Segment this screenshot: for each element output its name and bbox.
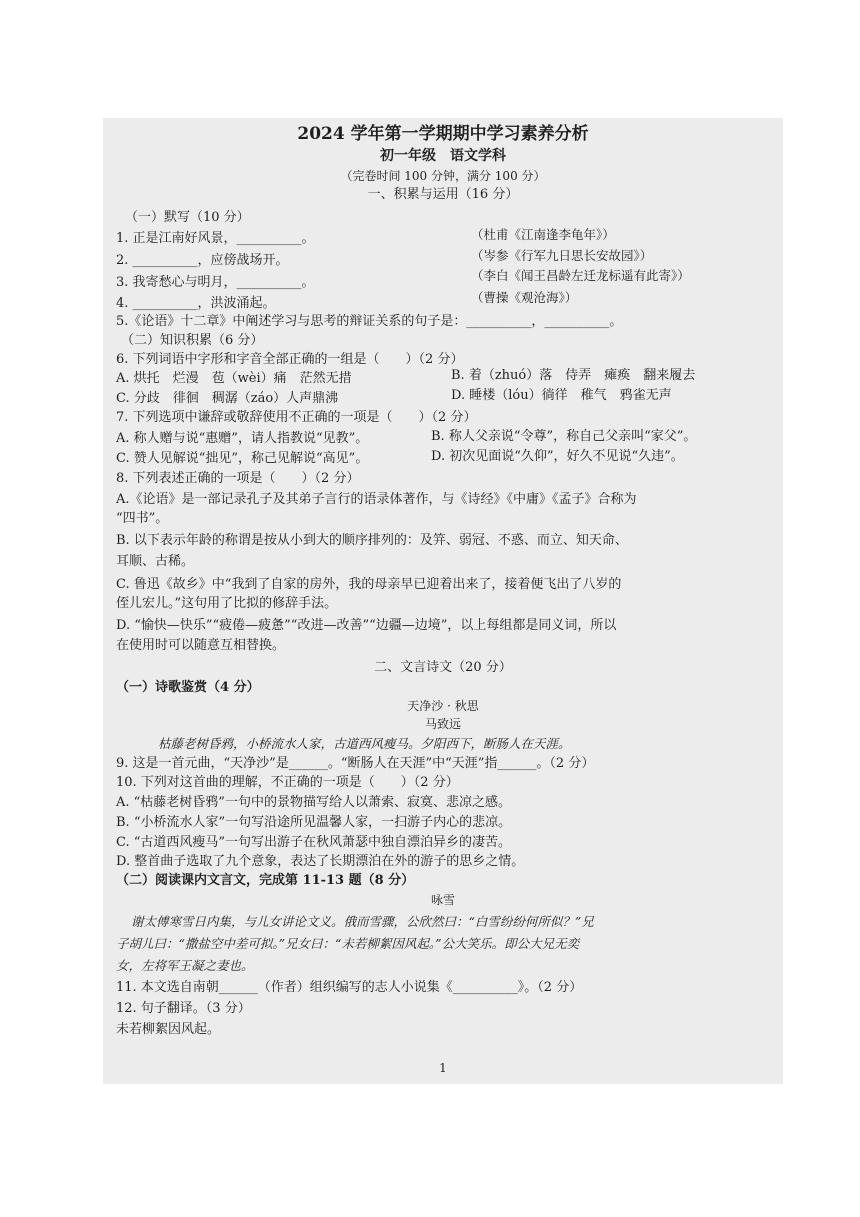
option-text: C. 分歧 徘徊 稠潺（záo）人声鼎沸 <box>116 391 339 406</box>
passage-text: 子胡儿曰：“撒盐空中差可拟。”兄女曰：“未若柳絮因风起。”公大笑乐。即公大兄无奕 <box>116 936 580 951</box>
page-number: 1 <box>439 1061 447 1075</box>
poem-title: 天净沙 · 秋思 <box>407 699 479 713</box>
source-note: （岑参《行军九日思长安故园》） <box>471 248 653 263</box>
part1-heading: 一、积累与运用（16 分） <box>367 187 519 202</box>
section-heading: （一）默写（10 分） <box>125 210 250 225</box>
section-heading: （二）阅读课内文言文，完成第 11-13 题（8 分） <box>116 873 415 888</box>
exam-title: 2024 学年第一学期期中学习素养分析 <box>297 124 589 144</box>
question-text: 11. 本文选自南朝______（作者）组织编写的志人小说集《__________》。（2 分） <box>116 980 583 995</box>
question-text: 7. 下列选项中谦辞或敬辞使用不正确的一项是（ ）（2 分） <box>116 410 477 425</box>
option-text: C. 赞人见解说“拙见”，称己见解说“高见”。 <box>116 451 369 466</box>
option-text: C. 鲁迅《故乡》中“我到了自家的房外，我的母亲早已迎着出来了，接着便飞出了八岁的 <box>116 577 622 592</box>
question-text: 6. 下列词语中字形和字音全部正确的一组是（ ）（2 分） <box>116 352 464 367</box>
option-text: B. 称人父亲说“令尊”，称自己父亲叫“家父”。 <box>431 429 697 444</box>
passage-text: 女，左将军王凝之妻也。 <box>116 958 254 973</box>
question-text: 1. 正是江南好风景，__________。 <box>116 231 315 246</box>
option-text: B. 以下表示年龄的称谓是按从小到大的顺序排列的：及笄、弱冠、不惑、而立、知天命、 <box>116 533 628 548</box>
exam-note: （完卷时间 100 分钟，满分 100 分） <box>340 169 546 183</box>
question-text: 3. 我寄愁心与明月，__________。 <box>116 275 315 290</box>
poem-author: 马致远 <box>424 717 461 731</box>
option-text: “四书”。 <box>116 511 169 526</box>
question-text: 12. 句子翻译。（3 分） <box>116 1001 251 1016</box>
option-text: D. 整首曲子选取了九个意象，表达了长期漂泊在外的游子的思乡之情。 <box>116 854 525 869</box>
exam-page <box>103 118 783 1084</box>
option-text: A. 烘托 烂漫 苞（wèi）痛 茫然无措 <box>116 371 352 386</box>
grade-subject: 初一年级 语文学科 <box>380 148 506 164</box>
passage-text: 谢太傅寒雪日内集，与儿女讲论文义。俄而雪骤，公欣然曰：“白雪纷纷何所似？”兄 <box>131 914 594 929</box>
poem-text: 枯藤老树昏鸦，小桥流水人家，古道西风瘦马。夕阳西下，断肠人在天涯。 <box>158 736 571 751</box>
section-heading: （二）知识积累（6 分） <box>121 333 264 348</box>
option-text: A.《论语》是一部记录孔子及其弟子言行的语录体著作，与《诗经》《中庸》《孟子》合称为 <box>116 492 637 507</box>
option-text: B. 着（zhuó）落 侍弄 瘫痪 翻来履去 <box>451 368 696 383</box>
option-text: 耳顺、古稀。 <box>116 554 195 569</box>
source-note: （李白《闻王昌龄左迁龙标遥有此寄》） <box>471 268 690 283</box>
question-text: 2. __________，应傍战场开。 <box>116 253 289 268</box>
question-text: 4. __________，洪波涌起。 <box>116 296 276 311</box>
option-text: D. 睡楼（lóu）徜徉 稚气 鸦雀无声 <box>451 388 672 403</box>
option-text: 在使用时可以随意互相替换。 <box>116 638 286 653</box>
part2-heading: 二、文言诗文（20 分） <box>374 660 512 675</box>
option-text: D. 初次见面说“久仰”，好久不见说“久违”。 <box>431 449 684 464</box>
option-text: D. “愉快—快乐”“疲倦—疲惫”“改进—改善”“边疆—边境”，以上每组都是同义词，所以 <box>116 618 617 633</box>
option-text: C. “古道西风瘦马”一句写出游子在秋风萧瑟中独自漂泊异乡的凄苦。 <box>116 835 512 850</box>
question-text: 未若柳絮因风起。 <box>116 1022 221 1037</box>
question-text: 8. 下列表述正确的一项是（ ）（2 分） <box>116 471 360 486</box>
source-note: （曹操《观沧海》） <box>471 290 578 305</box>
option-text: A. 称人赠与说“惠赠”，请人指教说“见教”。 <box>116 431 369 446</box>
option-text: 侄儿宏儿。”这句用了比拟的修辞手法。 <box>116 596 338 611</box>
option-text: B. “小桥流水人家”一句写沿途所见温馨人家，一扫游子内心的悲凉。 <box>116 815 512 830</box>
question-text: 10. 下列对这首曲的理解，不正确的一项是（ ）（2 分） <box>116 775 459 790</box>
question-text: 5.《论语》十二章》中阐述学习与思考的辩证关系的句子是：__________，__________。 <box>116 314 623 329</box>
passage-title: 咏雪 <box>430 893 455 907</box>
section-heading: （一）诗歌鉴赏（4 分） <box>116 680 260 695</box>
option-text: A. “枯藤老树昏鸦”一句中的景物描写给人以萧索、寂寞、悲凉之感。 <box>116 795 511 810</box>
source-note: （杜甫《江南逢李龟年》） <box>471 227 615 242</box>
question-text: 9. 这是一首元曲，“天净沙”是______。“断肠人在天涯”中“天涯”指______。（2 分） <box>116 756 595 771</box>
